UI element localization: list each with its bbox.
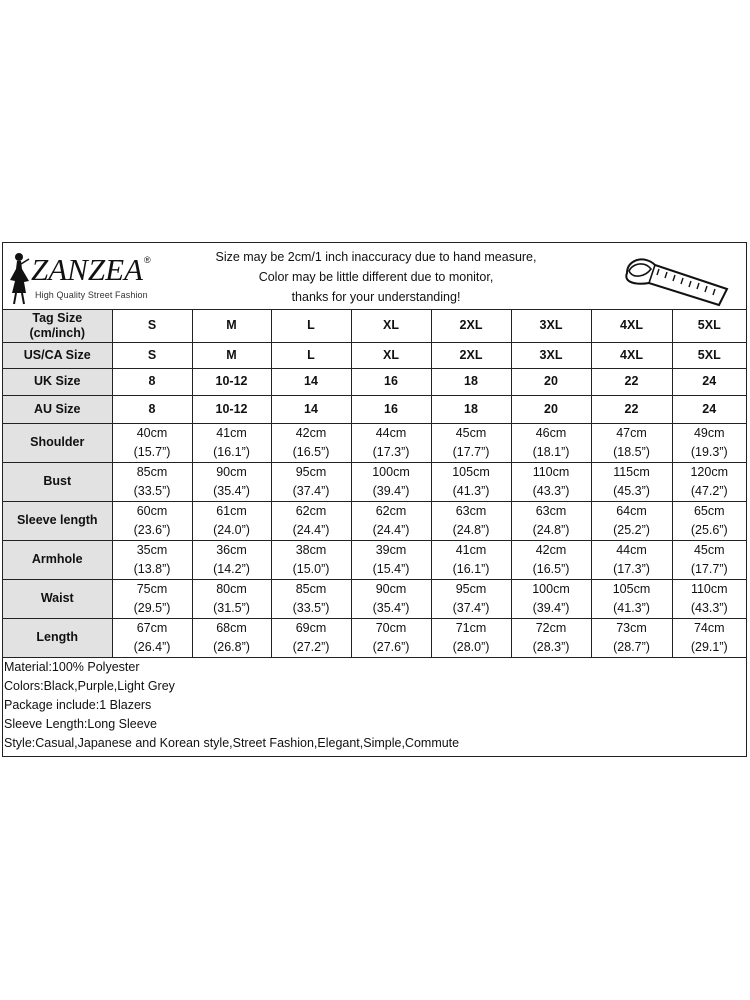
- size-cell: 20: [511, 395, 591, 423]
- measure-cell: [511, 540, 591, 579]
- measure-cm: 42cm: [295, 425, 327, 440]
- size-cell: L: [271, 342, 351, 368]
- measure-cm: 64cm: [616, 503, 647, 518]
- measure-cell: [112, 579, 192, 618]
- spec-style: Style:Casual,Japanese and Korean style,Street Fashion,Elegant,Simple,Commute: [4, 736, 460, 750]
- measure-row: [3, 423, 746, 462]
- measure-cm: 49cm: [693, 425, 725, 440]
- notice-line: Color may be little different due to monitor,: [258, 270, 494, 284]
- measure-cell: [511, 462, 591, 501]
- measure-inch: (18.5”): [613, 444, 650, 459]
- measure-inch: (37.4”): [452, 600, 490, 615]
- measure-inch: (24.0”): [213, 522, 250, 537]
- measure-cm: 61cm: [216, 503, 247, 518]
- size-cell: 18: [431, 368, 511, 395]
- measure-inch: (16.1”): [213, 444, 250, 459]
- measure-inch: (39.4”): [372, 483, 410, 498]
- measure-inch: (33.5”): [133, 483, 171, 498]
- measure-inch: (15.7”): [133, 444, 171, 459]
- measure-cell: [431, 462, 511, 501]
- registered-mark: ®: [144, 255, 151, 265]
- measurement-notice: [178, 247, 574, 307]
- measure-cm: 36cm: [216, 542, 247, 557]
- measure-cell: [672, 501, 746, 540]
- measure-cm: 90cm: [216, 464, 247, 479]
- measure-cm: 100cm: [372, 464, 410, 479]
- measure-cm: 68cm: [216, 620, 247, 635]
- measure-inch: (29.1”): [690, 639, 728, 654]
- measure-inch: (17.3”): [372, 444, 410, 459]
- measure-inch: (41.3”): [452, 483, 490, 498]
- measure-cell: [431, 423, 511, 462]
- measure-cell: [591, 501, 672, 540]
- measure-cm: 39cm: [375, 542, 407, 557]
- measure-cm: 65cm: [693, 503, 725, 518]
- measure-inch: (28.7”): [613, 639, 650, 654]
- measure-cm: 73cm: [616, 620, 647, 635]
- row-label: Armhole: [3, 540, 112, 579]
- measure-cell: [112, 462, 192, 501]
- measure-inch: (16.5”): [292, 444, 330, 459]
- measure-cell: [431, 540, 511, 579]
- row-label: Shoulder: [3, 423, 112, 462]
- measure-inch: (14.2”): [213, 561, 250, 576]
- size-row: [3, 395, 746, 423]
- measure-cm: 115cm: [613, 464, 650, 479]
- size-cell: 16: [351, 368, 431, 395]
- measure-inch: (33.5”): [292, 600, 330, 615]
- size-row: [3, 368, 746, 395]
- measure-cm: 110cm: [690, 581, 728, 596]
- measure-cell: [591, 540, 672, 579]
- measure-inch: (45.3”): [613, 483, 650, 498]
- size-table: [3, 310, 746, 658]
- measure-cm: 105cm: [612, 581, 651, 596]
- measure-cm: 80cm: [216, 581, 247, 596]
- size-row: [3, 342, 746, 368]
- measure-inch: (23.6”): [133, 522, 171, 537]
- measure-cell: [511, 618, 591, 657]
- measure-cm: 120cm: [690, 464, 729, 479]
- measure-cell: [672, 579, 746, 618]
- size-cell: 16: [351, 395, 431, 423]
- size-cell: 10-12: [192, 395, 271, 423]
- measure-cell: [271, 501, 351, 540]
- measure-row: [3, 462, 746, 501]
- size-cell: 8: [112, 368, 192, 395]
- measure-inch: (25.2”): [613, 522, 650, 537]
- measure-row: [3, 579, 746, 618]
- measure-cm: 69cm: [295, 620, 327, 635]
- measure-inch: (43.3”): [532, 483, 570, 498]
- size-cell: S: [112, 342, 192, 368]
- spec-package: Package include:1 Blazers: [4, 698, 152, 712]
- size-cell: 18: [431, 395, 511, 423]
- size-cell: 3XL: [511, 342, 591, 368]
- measure-cm: 95cm: [455, 581, 487, 596]
- measure-cm: 41cm: [216, 425, 247, 440]
- measure-cell: [112, 540, 192, 579]
- measure-inch: (17.7”): [452, 444, 490, 459]
- measure-inch: (24.4”): [292, 522, 330, 537]
- measure-cell: [271, 462, 351, 501]
- size-cell: 5XL: [672, 310, 746, 342]
- product-specs: [4, 658, 459, 753]
- size-row: [3, 310, 746, 342]
- measure-cell: [591, 462, 672, 501]
- measure-cell: [672, 423, 746, 462]
- measure-cm: 47cm: [616, 425, 647, 440]
- measure-inch: (15.4”): [372, 561, 410, 576]
- measure-cell: [511, 501, 591, 540]
- size-cell: 10-12: [192, 368, 271, 395]
- measure-cell: [112, 423, 192, 462]
- measure-cm: 85cm: [295, 581, 327, 596]
- measure-cell: [672, 618, 746, 657]
- row-label: US/CA Size: [3, 342, 112, 368]
- measure-inch: (25.6”): [690, 522, 728, 537]
- size-cell: XL: [351, 310, 431, 342]
- measure-cell: [112, 618, 192, 657]
- measure-cell: [271, 618, 351, 657]
- measure-cell: [112, 501, 192, 540]
- measure-cell: [192, 423, 271, 462]
- measure-cm: 40cm: [136, 425, 168, 440]
- measure-cell: [591, 618, 672, 657]
- measure-cm: 35cm: [136, 542, 168, 557]
- measure-cm: 74cm: [693, 620, 725, 635]
- measure-cell: [672, 462, 746, 501]
- measure-cm: 85cm: [136, 464, 168, 479]
- measure-inch: (37.4”): [292, 483, 330, 498]
- measure-cm: 67cm: [136, 620, 168, 635]
- size-chart: [2, 242, 747, 757]
- measure-inch: (26.4”): [133, 639, 171, 654]
- measure-cell: [511, 423, 591, 462]
- measure-cm: 75cm: [136, 581, 168, 596]
- measure-inch: (27.6”): [372, 639, 410, 654]
- measure-cm: 63cm: [455, 503, 487, 518]
- measure-cell: [192, 462, 271, 501]
- measure-row: [3, 501, 746, 540]
- size-cell: S: [112, 310, 192, 342]
- measure-cm: 60cm: [136, 503, 168, 518]
- woman-silhouette-icon: [7, 251, 33, 305]
- measure-inch: (31.5”): [213, 600, 250, 615]
- row-label: Waist: [3, 579, 112, 618]
- measure-cm: 42cm: [535, 542, 567, 557]
- measure-cell: [271, 579, 351, 618]
- spec-material: Material:100% Polyester: [4, 660, 140, 674]
- measure-cell: [431, 579, 511, 618]
- size-cell: M: [192, 310, 271, 342]
- size-cell: 2XL: [431, 342, 511, 368]
- measure-cell: [672, 540, 746, 579]
- measure-cm: 45cm: [693, 542, 725, 557]
- measure-cell: [192, 540, 271, 579]
- measure-inch: (17.7”): [690, 561, 728, 576]
- measure-cm: 46cm: [535, 425, 567, 440]
- size-cell: M: [192, 342, 271, 368]
- measure-cell: [591, 423, 672, 462]
- measure-cm: 62cm: [375, 503, 407, 518]
- measure-inch: (17.3”): [613, 561, 650, 576]
- size-cell: 20: [511, 368, 591, 395]
- measure-cm: 62cm: [295, 503, 327, 518]
- measure-inch: (43.3”): [690, 600, 728, 615]
- brand-tagline: High Quality Street Fashion: [35, 290, 148, 300]
- size-cell: 24: [672, 368, 746, 395]
- measure-cell: [351, 618, 431, 657]
- measure-cm: 63cm: [535, 503, 567, 518]
- measure-cell: [271, 423, 351, 462]
- spec-sleeve-length: Sleeve Length:Long Sleeve: [4, 717, 157, 731]
- measure-cell: [351, 540, 431, 579]
- measure-cm: 95cm: [295, 464, 327, 479]
- measure-inch: (24.4”): [372, 522, 410, 537]
- measure-inch: (47.2”): [690, 483, 728, 498]
- measure-row: [3, 618, 746, 657]
- notice-line: Size may be 2cm/1 inch inaccuracy due to hand measure,: [215, 250, 537, 264]
- measure-inch: (28.3”): [532, 639, 570, 654]
- measure-cell: [431, 501, 511, 540]
- measure-cell: [192, 579, 271, 618]
- measure-inch: (41.3”): [613, 600, 650, 615]
- measure-cell: [511, 579, 591, 618]
- size-cell: 8: [112, 395, 192, 423]
- measure-cell: [192, 501, 271, 540]
- measure-cell: [351, 501, 431, 540]
- measure-inch: (15.0”): [292, 561, 330, 576]
- size-cell: 4XL: [591, 310, 672, 342]
- brand-name: ZANZEA: [31, 252, 143, 287]
- size-cell: XL: [351, 342, 431, 368]
- size-cell: 14: [271, 395, 351, 423]
- measure-cm: 100cm: [532, 581, 570, 596]
- measure-inch: (29.5”): [133, 600, 171, 615]
- size-cell: 14: [271, 368, 351, 395]
- measure-cm: 105cm: [452, 464, 490, 479]
- size-cell: 3XL: [511, 310, 591, 342]
- measure-cm: 41cm: [455, 542, 487, 557]
- measure-cell: [351, 462, 431, 501]
- measure-cm: 44cm: [616, 542, 647, 557]
- measure-inch: (13.8”): [133, 561, 171, 576]
- measure-inch: (19.3”): [690, 444, 728, 459]
- row-label: UK Size: [3, 368, 112, 395]
- measure-inch: (18.1”): [532, 444, 570, 459]
- measure-cm: 71cm: [455, 620, 487, 635]
- measure-cell: [271, 540, 351, 579]
- notice-line: thanks for your understanding!: [291, 290, 461, 304]
- row-label: Length: [3, 618, 112, 657]
- measure-inch: (27.2”): [292, 639, 330, 654]
- size-cell: L: [271, 310, 351, 342]
- measure-cm: 70cm: [375, 620, 407, 635]
- measure-cm: 72cm: [535, 620, 567, 635]
- measure-cell: [351, 423, 431, 462]
- measure-inch: (24.8”): [532, 522, 570, 537]
- size-cell: 2XL: [431, 310, 511, 342]
- spec-colors: Colors:Black,Purple,Light Grey: [4, 679, 175, 693]
- measure-inch: (16.1”): [452, 561, 490, 576]
- measure-row: [3, 540, 746, 579]
- measure-cm: 44cm: [375, 425, 407, 440]
- row-label: Bust: [3, 462, 112, 501]
- brand-logo: [5, 249, 165, 307]
- measure-cm: 45cm: [455, 425, 487, 440]
- measure-inch: (39.4”): [532, 600, 570, 615]
- size-cell: 22: [591, 368, 672, 395]
- measuring-tape-icon: [615, 251, 735, 307]
- size-cell: 5XL: [672, 342, 746, 368]
- measure-cell: [431, 618, 511, 657]
- measure-cell: [351, 579, 431, 618]
- measure-cm: 110cm: [532, 464, 570, 479]
- size-cell: 4XL: [591, 342, 672, 368]
- measure-inch: (16.5”): [532, 561, 570, 576]
- measure-cell: [192, 618, 271, 657]
- measure-inch: (26.8”): [213, 639, 250, 654]
- measure-cm: 38cm: [295, 542, 327, 557]
- row-label: Sleeve length: [3, 501, 112, 540]
- row-label: Tag Size (cm/inch): [3, 310, 112, 342]
- measure-inch: (28.0”): [452, 639, 490, 654]
- measure-inch: (35.4”): [213, 483, 250, 498]
- row-label: AU Size: [3, 395, 112, 423]
- measure-cm: 90cm: [375, 581, 407, 596]
- size-cell: 24: [672, 395, 746, 423]
- chart-header: [3, 243, 746, 310]
- measure-inch: (35.4”): [372, 600, 410, 615]
- measure-cell: [591, 579, 672, 618]
- measure-inch: (24.8”): [452, 522, 490, 537]
- size-cell: 22: [591, 395, 672, 423]
